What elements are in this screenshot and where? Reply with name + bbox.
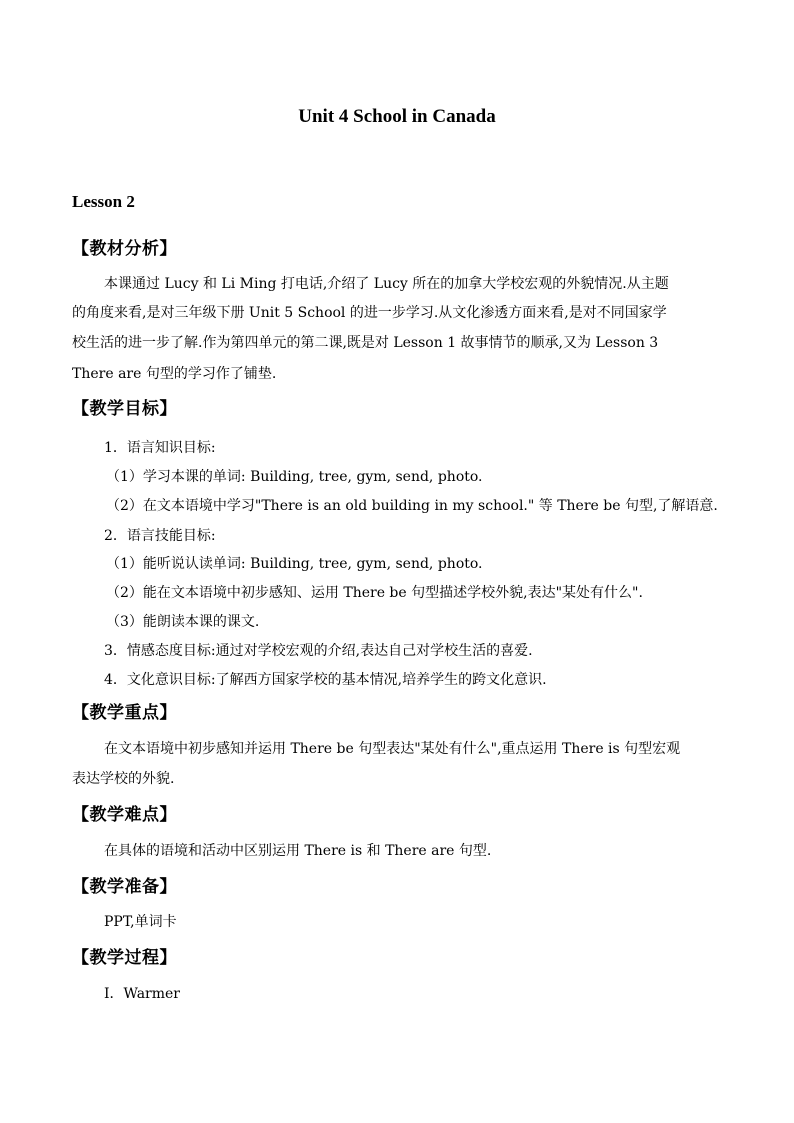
analysis-line-4: There are 句型的学习作了铺垫. [72, 366, 277, 382]
objective-language-knowledge: 1．语言知识目标: [104, 440, 216, 456]
objective-item-1-1: （1）学习本课的单词: Building, tree, gym, send, photo. [106, 469, 483, 485]
analysis-line-1: 本课通过 Lucy 和 Li Ming 打电话,介绍了 Lucy 所在的加拿大学校宏观的外貌情况.从主题 [104, 276, 669, 292]
heading-difficulties: 【教学难点】 [72, 805, 177, 825]
objective-culture: 4．文化意识目标:了解西方国家学校的基本情况,培养学生的跨文化意识. [104, 672, 547, 688]
key-points-line-1: 在文本语境中初步感知并运用 There be 句型表达"某处有什么",重点运用 There is 句型宏观 [104, 741, 681, 757]
objective-emotion: 3．情感态度目标:通过对学校宏观的介绍,表达自己对学校生活的喜爱. [104, 643, 533, 659]
process-line-1: Ⅰ．Warmer [104, 986, 180, 1002]
objective-language-skills: 2．语言技能目标: [104, 528, 216, 544]
analysis-line-3: 校生活的进一步了解.作为第四单元的第二课,既是对 Lesson 1 故事情节的顺承,又为 Lesson 3 [72, 335, 659, 351]
objective-item-2-2: （2）能在文本语境中初步感知、运用 There be 句型描述学校外貌,表达"某处有什么". [106, 585, 643, 601]
document-title: Unit 4 School in Canada [298, 106, 496, 127]
objective-item-1-2: （2）在文本语境中学习"There is an old building in my school." 等 There be 句型,了解语意. [106, 498, 718, 514]
heading-process: 【教学过程】 [72, 948, 177, 968]
objective-item-2-1: （1）能听说认读单词: Building, tree, gym, send, photo. [106, 556, 483, 572]
lesson-label: Lesson 2 [72, 192, 135, 211]
analysis-line-2: 的角度来看,是对三年级下册 Unit 5 School 的进一步学习.从文化渗透方面来看,是对不同国家学 [72, 305, 667, 321]
heading-objectives: 【教学目标】 [72, 399, 177, 419]
heading-analysis: 【教材分析】 [72, 239, 177, 259]
preparation-line-1: PPT,单词卡 [104, 914, 177, 930]
heading-key-points: 【教学重点】 [72, 703, 177, 723]
objective-item-2-3: （3）能朗读本课的课文. [106, 614, 260, 630]
heading-preparation: 【教学准备】 [72, 877, 177, 897]
key-points-line-2: 表达学校的外貌. [72, 771, 175, 787]
difficulties-line-1: 在具体的语境和活动中区别运用 There is 和 There are 句型. [104, 843, 492, 859]
